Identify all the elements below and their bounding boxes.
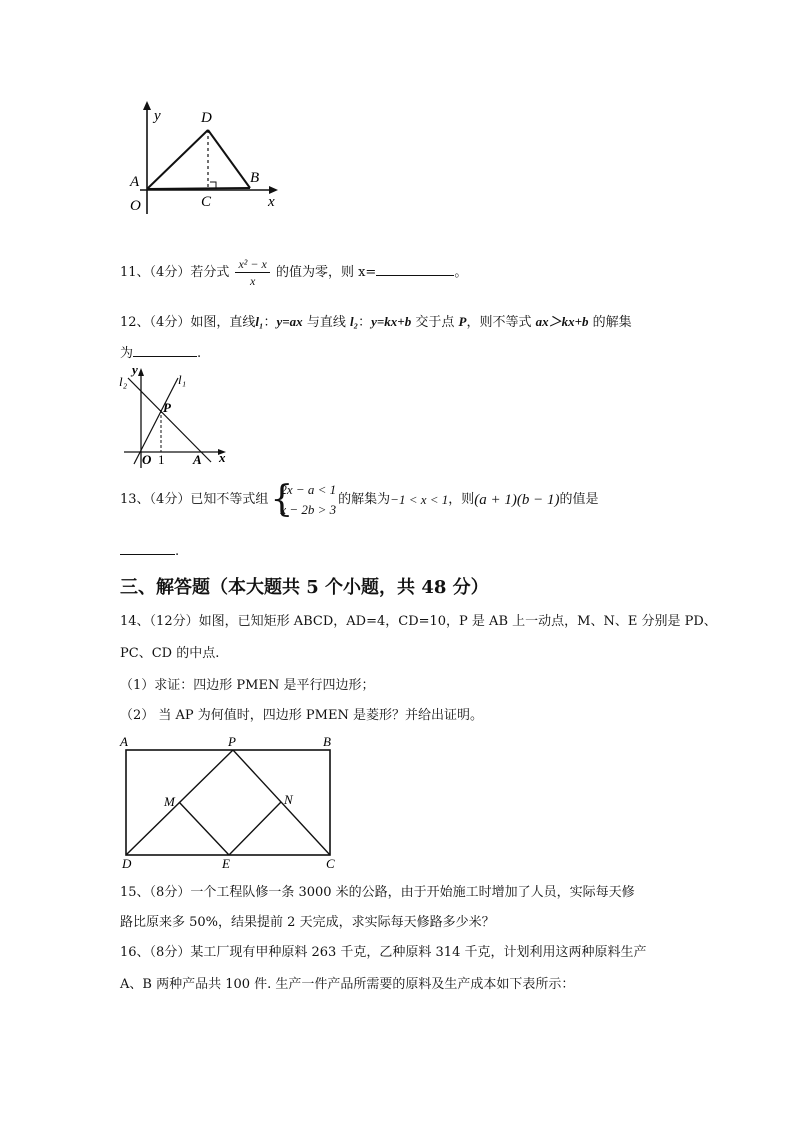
q15-line2: 路比原来多 50%，结果提前 2 天完成，求实际每天修路多少米？ [120, 915, 495, 930]
label-N: N [284, 792, 293, 807]
q12-eq2: y=kx+b [371, 314, 412, 329]
y-axis-arrow [143, 101, 151, 110]
y-axis-arrow [138, 368, 144, 376]
label-E: E [222, 856, 230, 871]
q12-point-P: P [458, 314, 467, 329]
segment-AD [147, 130, 208, 189]
question-13 [120, 480, 599, 520]
label-y: y [132, 364, 138, 377]
label-B: B [323, 734, 331, 749]
q11-frac-numerator: x² − x [235, 256, 269, 273]
figure-q14-rectangle [112, 732, 344, 872]
label-1: 1 [158, 452, 165, 467]
label-C: C [201, 194, 212, 210]
q14-part2: （2） 当 AP 为何值时，四边形 PMEN 是菱形？并给出证明。 [120, 708, 483, 723]
figure-q12-lines [116, 364, 236, 472]
label-l2: l₂ [119, 374, 128, 389]
segment-NE [229, 802, 281, 855]
q13-inequality-system [270, 480, 336, 520]
q13-mid2: ，则 [448, 492, 475, 507]
q16-line2: A、B 两种产品共 100 件. 生产一件产品所需要的原料及生产成本如下表所示： [120, 977, 575, 992]
label-A: A [130, 174, 140, 190]
q13-end: . [175, 544, 180, 559]
q16-line1: 16、（8分）某工厂现有甲种原料 263 千克，乙种原料 314 千克，计划利用这两种原料生产 [120, 945, 647, 960]
q12-prefix: 12、（4分）如图，直线 [120, 315, 256, 330]
q12-line2: 为 [120, 346, 134, 361]
q13-expression: (a + 1)(b − 1) [474, 492, 560, 508]
q13-answer-blank[interactable] [120, 540, 175, 555]
q14-line2: PC、CD 的中点. [120, 646, 220, 661]
label-A: A [193, 452, 202, 467]
label-A: A [120, 734, 128, 749]
q12-l1: l₁ [255, 314, 264, 329]
q12-mid2: 交于点 [411, 315, 459, 330]
label-x: x [268, 194, 275, 210]
question-12-line1 [120, 313, 632, 332]
question-12-line2 [120, 342, 201, 363]
label-M: M [164, 794, 175, 809]
q12-mid: 与直线 [302, 315, 350, 330]
segment-PC [233, 750, 330, 855]
figure-q10-triangle [120, 98, 290, 223]
q12-colon2: ： [358, 315, 372, 330]
q12-tail: 的解集 [588, 315, 632, 330]
q12-l2: l₂ [349, 314, 359, 329]
q13-row1: 2x − a < 1 [280, 482, 337, 497]
q13-suffix: 的值是 [559, 492, 599, 507]
segment-DB [208, 130, 250, 188]
q13-mid: 的解集为 [338, 492, 391, 507]
label-y: y [154, 108, 161, 124]
label-P: P [228, 734, 236, 749]
q14-line1: 14、（12分）如图，已知矩形 ABCD，AD=4，CD=10，P 是 AB 上一动点，M、N、E 分别是 PD、 [120, 614, 717, 629]
section-3-title: 三、解答题（本大题共 5 个小题，共 48 分） [120, 577, 489, 598]
q11-suffix: 的值为零，则 x= [275, 265, 377, 280]
q12-end: . [197, 346, 202, 361]
brace-icon: { [270, 479, 294, 520]
q11-answer-blank[interactable] [376, 261, 454, 276]
q12-eq1: y=ax [276, 314, 303, 329]
q11-frac-denominator: x [249, 274, 256, 288]
segment-ME [179, 802, 229, 855]
label-x: x [219, 450, 226, 465]
label-D: D [201, 110, 212, 126]
q12-mid3: ，则不等式 [466, 315, 536, 330]
label-B: B [250, 170, 260, 186]
q13-range: −1 < x < 1 [390, 492, 449, 507]
q14-part1: （1）求证：四边形 PMEN 是平行四边形； [120, 678, 375, 693]
q15-line1: 15、（8分）一个工程队修一条 3000 米的公路，由于开始施工时增加了人员，实际每天修 [120, 885, 635, 900]
question-13-answer [120, 540, 179, 561]
label-O: O [130, 198, 141, 214]
q13-prefix: 13、（4分）已知不等式组 [120, 492, 269, 507]
rectangle-ABCD [126, 750, 330, 855]
label-P: P [163, 400, 171, 415]
label-D: D [122, 856, 132, 871]
q11-prefix: 11、（4分）若分式 [120, 265, 230, 280]
label-C: C [326, 856, 335, 871]
segment-AB [147, 188, 250, 189]
question-11 [120, 256, 467, 289]
label-l1: l₁ [178, 372, 187, 387]
x-axis-arrow [269, 186, 278, 194]
q13-row2: x − 2b > 3 [280, 502, 337, 517]
q11-fraction [235, 256, 269, 289]
q12-colon1: ： [263, 315, 277, 330]
label-O: O [142, 452, 152, 467]
q12-inequality: ax＞kx+b [535, 314, 589, 329]
q11-end: 。 [454, 265, 468, 280]
q12-answer-blank[interactable] [133, 342, 197, 357]
